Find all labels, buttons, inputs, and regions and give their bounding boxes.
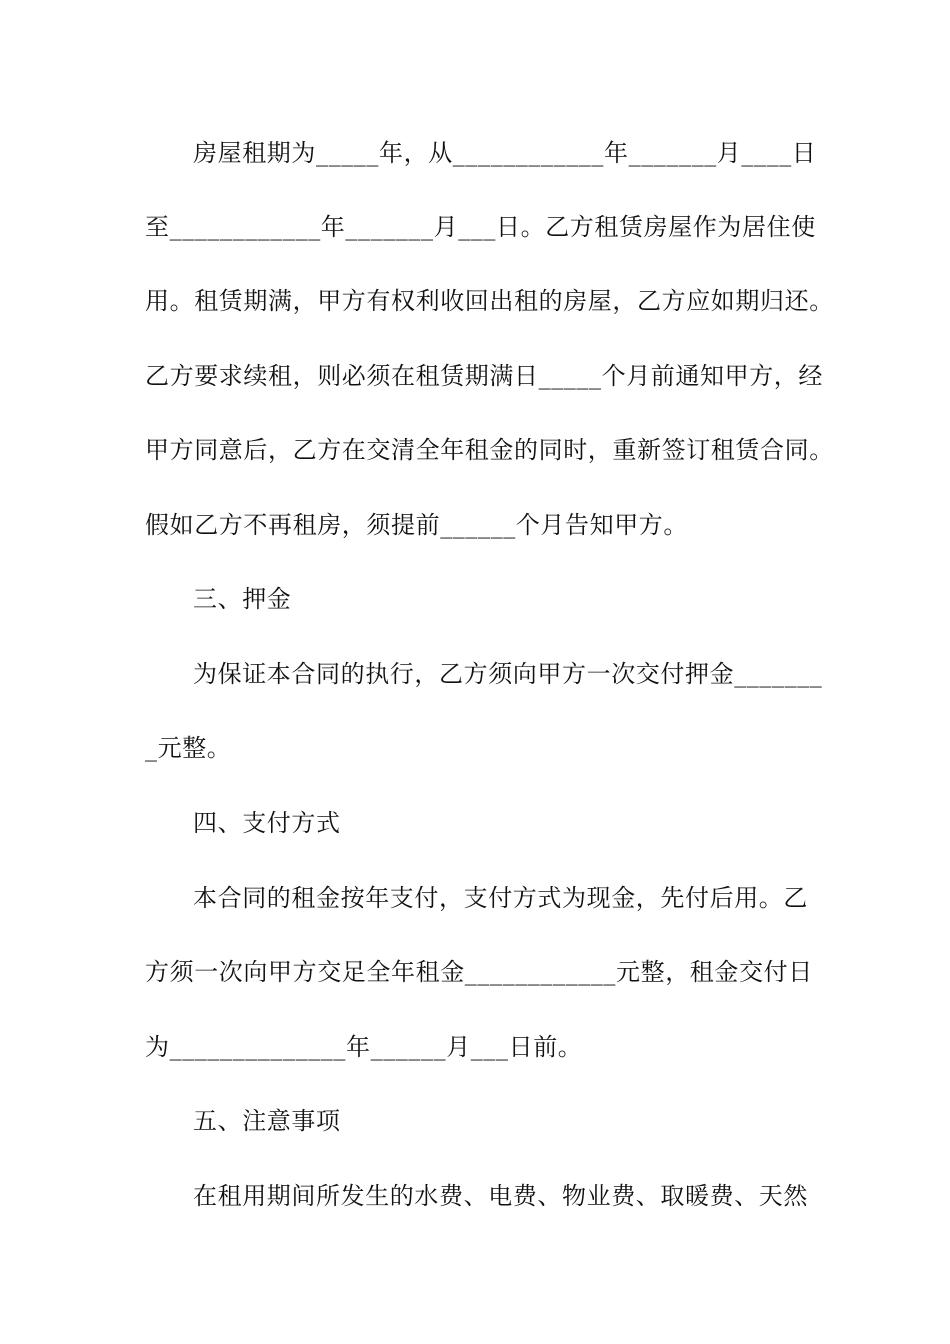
paragraph-payment-line-2: 方须一次向甲方交足全年租金____________元整，租金交付日	[145, 958, 813, 986]
paragraph-payment-line-1: 本合同的租金按年支付，支付方式为现金，先付后用。乙	[193, 884, 808, 912]
section-heading-deposit: 三、押金	[193, 585, 292, 613]
paragraph-lease-term-line-5: 甲方同意后，乙方在交清全年租金的同时，重新签订租赁合同。	[145, 436, 834, 464]
paragraph-lease-term-line-6: 假如乙方不再租房，须提前______个月告知甲方。	[145, 511, 688, 539]
section-heading-payment-method: 四、支付方式	[193, 809, 341, 837]
paragraph-lease-term-line-2: 至____________年_______月___日。乙方租赁房屋作为居住使	[145, 213, 816, 241]
paragraph-deposit-line-2: _元整。	[145, 734, 232, 762]
paragraph-lease-term-line-1: 房屋租期为_____年，从____________年_______月____日	[193, 139, 817, 167]
paragraph-deposit-line-1: 为保证本合同的执行，乙方须向甲方一次交付押金_______	[193, 660, 823, 688]
paragraph-lease-term-line-3: 用。租赁期满，甲方有权利收回出租的房屋，乙方应如期归还。	[145, 287, 834, 315]
paragraph-notes-line-1: 在租用期间所发生的水费、电费、物业费、取暖费、天然	[193, 1182, 808, 1210]
paragraph-lease-term-line-4: 乙方要求续租，则必须在租赁期满日_____个月前通知甲方，经	[145, 362, 823, 390]
section-heading-notes: 五、注意事项	[193, 1107, 341, 1135]
paragraph-payment-line-3: 为______________年______月___日前。	[145, 1033, 583, 1061]
